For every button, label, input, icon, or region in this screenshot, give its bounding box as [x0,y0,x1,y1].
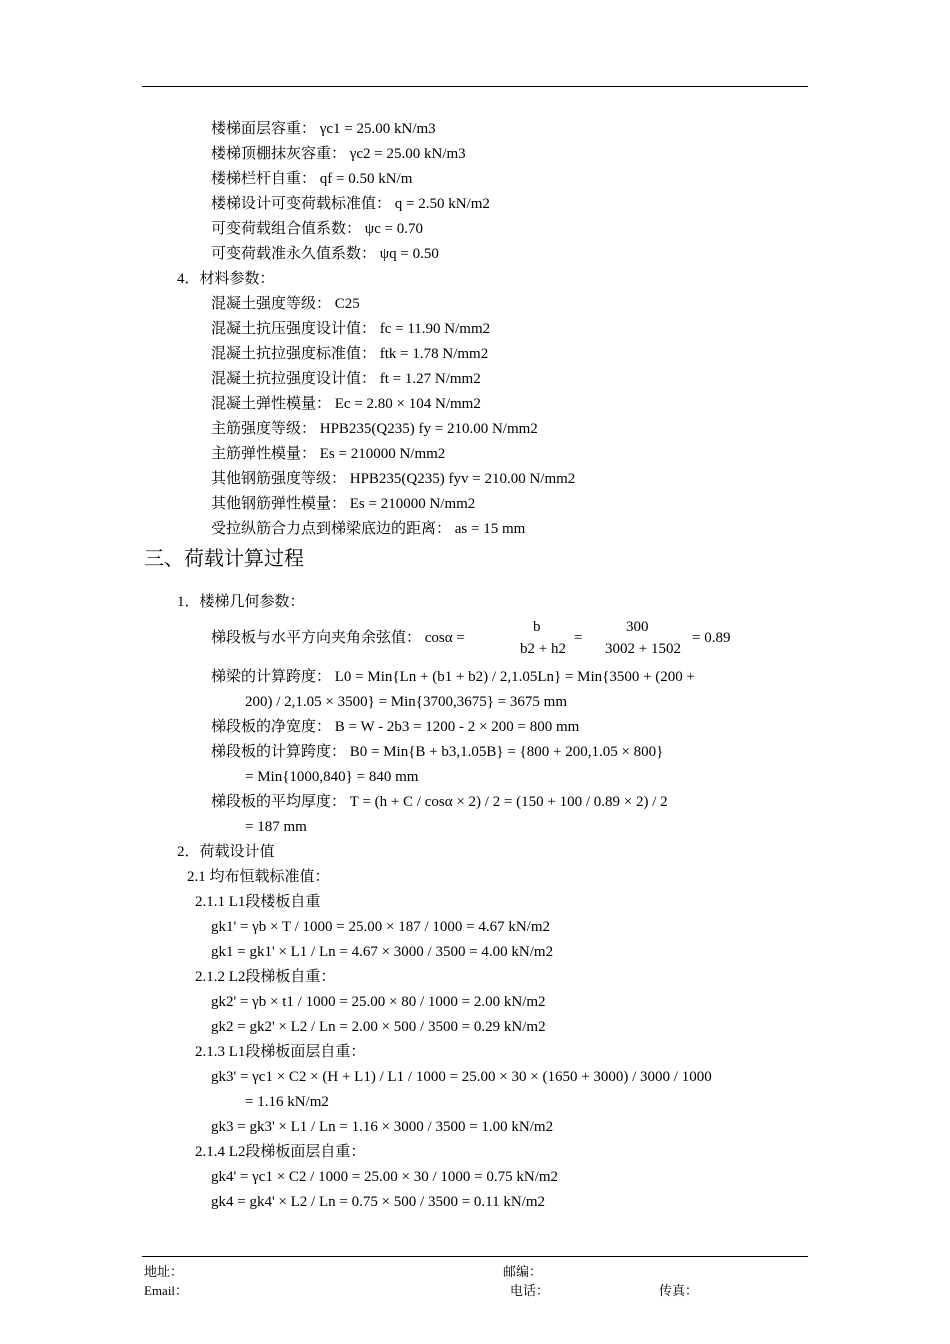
section-subheading: 2.1.2 L2段梯板自重： [195,969,336,985]
footer-rule [142,1256,808,1257]
text-line: = Min{1000,840} = 840 mm [245,769,419,785]
footer-fax: 传真： [659,1283,699,1298]
text-line: = 1.16 kN/m2 [245,1094,329,1110]
section-subheading: 1．楼梯几何参数： [177,594,305,610]
text-line: 楼梯顶棚抹灰容重： γc2 = 25.00 kN/m3 [211,146,466,162]
section-subheading: 2.1.1 L1段楼板自重 [195,894,321,910]
text-line: 混凝土抗拉强度标准值： ftk = 1.78 N/mm2 [211,346,489,362]
text-line: 可变荷载组合值系数： ψc = 0.70 [211,221,424,237]
section-subheading: 2.1 均布恒载标准值： [187,869,330,885]
text-line: gk2 = gk2' × L2 / Ln = 2.00 × 500 / 3500 = 0.29 kN/m2 [211,1019,546,1035]
footer-phone: 电话： [510,1283,550,1298]
text-line: 混凝土抗拉强度设计值： ft = 1.27 N/mm2 [211,371,481,387]
section-subheading: 2.1.3 L1段梯板面层自重： [195,1044,366,1060]
header-rule [142,86,808,87]
text-line: 楼梯面层容重： γc1 = 25.00 kN/m3 [211,121,436,137]
text-line: 主筋弹性模量： Es = 210000 N/mm2 [211,446,446,462]
text-line: 梯梁的计算跨度： L0 = Min{Ln + (b1 + b2) / 2,1.05Ln} = Min{3500 + (200 + [211,669,696,685]
text-line: gk3 = gk3' × L1 / Ln = 1.16 × 3000 / 3500 = 1.00 kN/m2 [211,1119,554,1135]
fraction-result: = 0.89 [692,630,731,646]
text-line: 楼梯设计可变荷载标准值： q = 2.50 kN/m2 [211,196,490,212]
text-line: gk4 = gk4' × L2 / Ln = 0.75 × 500 / 3500 = 0.11 kN/m2 [211,1194,546,1210]
section-subheading: 2.1.4 L2段梯板面层自重： [195,1144,366,1160]
fraction-numerator: 300 [626,619,649,635]
section-subheading: 2．荷载设计值 [177,844,275,860]
text-line: 其他钢筋强度等级： HPB235(Q235) fyv = 210.00 N/mm2 [211,471,576,487]
fraction-numerator: b [533,619,541,635]
text-line: 梯段板的平均厚度： T = (h + C / cosα × 2) / 2 = (150 + 100 / 0.89 × 2) / 2 [211,794,668,810]
section-heading: 三、荷载计算过程 [144,548,304,570]
text-line: 梯段板的计算跨度： B0 = Min{B + b3,1.05B} = {800 + 200,1.05 × 800} [211,744,664,760]
text-line: 梯段板的净宽度： B = W - 2b3 = 1200 - 2 × 200 = 800 mm [211,719,580,735]
text-line: 主筋强度等级： HPB235(Q235) fy = 210.00 N/mm2 [211,421,538,437]
footer-postcode: 邮编： [503,1264,543,1279]
fraction-denominator: b2 + h2 [520,641,566,657]
equals-sign: = [574,630,583,646]
text-line: gk1' = γb × T / 1000 = 25.00 × 187 / 1000 = 4.67 kN/m2 [211,919,551,935]
text-line: = 187 mm [245,819,307,835]
text-line: gk4' = γc1 × C2 / 1000 = 25.00 × 30 / 1000 = 0.75 kN/m2 [211,1169,559,1185]
text-line: 其他钢筋弹性模量： Es = 210000 N/mm2 [211,496,476,512]
footer-address: 地址： [144,1264,184,1279]
text-line: gk3' = γc1 × C2 × (H + L1) / L1 / 1000 = 25.00 × 30 × (1650 + 3000) / 3000 / 1000 [211,1069,712,1085]
text-line: 楼梯栏杆自重： qf = 0.50 kN/m [211,171,413,187]
text-line: 混凝土抗压强度设计值： fc = 11.90 N/mm2 [211,321,491,337]
text-line: gk1 = gk1' × L1 / Ln = 4.67 × 3000 / 3500 = 4.00 kN/m2 [211,944,554,960]
text-line: 混凝土弹性模量： Ec = 2.80 × 104 N/mm2 [211,396,481,412]
text-line: 200) / 2,1.05 × 3500} = Min{3700,3675} = 3675 mm [245,694,567,710]
text-line: 混凝土强度等级： C25 [211,296,360,312]
footer-email: Email： [144,1283,189,1298]
section-subheading: 4．材料参数： [177,271,275,287]
fraction-denominator: 3002 + 1502 [605,641,681,657]
text-line: gk2' = γb × t1 / 1000 = 25.00 × 80 / 1000 = 2.00 kN/m2 [211,994,546,1010]
text-line: 可变荷载准永久值系数： ψq = 0.50 [211,246,439,262]
text-line: 受拉纵筋合力点到梯梁底边的距离： as = 15 mm [211,521,526,537]
cos-formula-label: 梯段板与水平方向夹角余弦值： cosα = [211,630,465,646]
